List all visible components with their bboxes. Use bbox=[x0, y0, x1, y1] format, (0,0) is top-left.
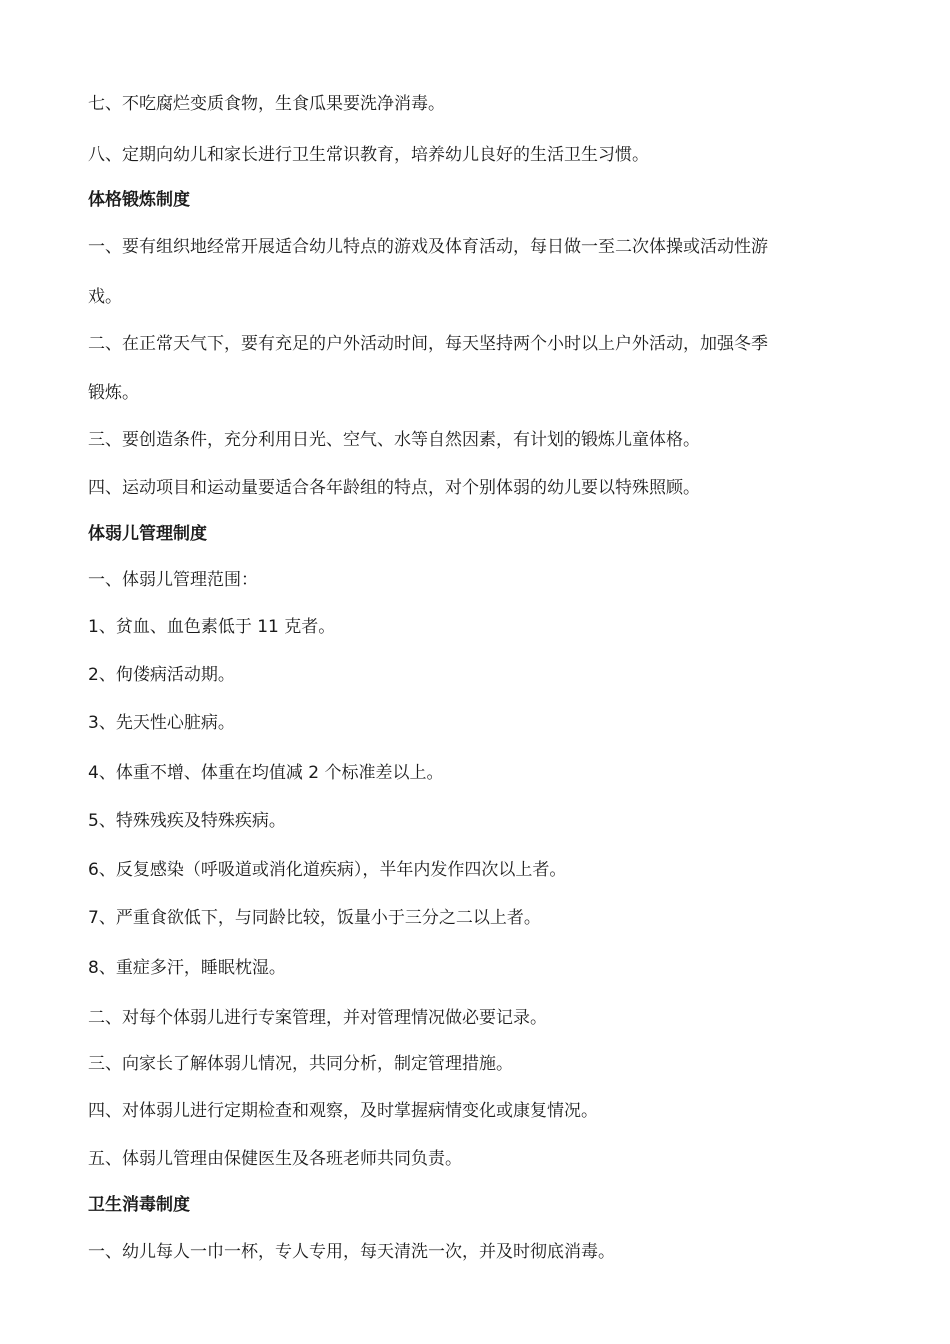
list-item-7: 7、严重食欲低下，与同龄比较，饭量小于三分之二以上者。 bbox=[88, 908, 541, 928]
list-item-8: 8、重症多汗，睡眠枕湿。 bbox=[88, 958, 286, 978]
section-heading-physical-exercise: 体格锻炼制度 bbox=[88, 190, 190, 210]
paragraph-7: 七、不吃腐烂变质食物，生食瓜果要洗净消毒。 bbox=[88, 94, 445, 114]
list-item-2: 2、佝偻病活动期。 bbox=[88, 665, 235, 685]
section-heading-weak-children: 体弱儿管理制度 bbox=[88, 524, 207, 544]
list-item-5: 5、特殊残疾及特殊疾病。 bbox=[88, 811, 286, 831]
paragraph-weak-3: 三、向家长了解体弱儿情况，共同分析，制定管理措施。 bbox=[88, 1054, 513, 1074]
paragraph-weak-5: 五、体弱儿管理由保健医生及各班老师共同负责。 bbox=[88, 1149, 462, 1169]
paragraph-exercise-1-cont: 戏。 bbox=[88, 287, 122, 307]
paragraph-exercise-3: 三、要创造条件，充分利用日光、空气、水等自然因素，有计划的锻炼儿童体格。 bbox=[88, 430, 700, 450]
paragraph-exercise-4: 四、运动项目和运动量要适合各年龄组的特点，对个别体弱的幼儿要以特殊照顾。 bbox=[88, 478, 700, 498]
paragraph-exercise-2: 二、在正常天气下，要有充足的户外活动时间，每天坚持两个小时以上户外活动，加强冬季 bbox=[88, 334, 768, 354]
paragraph-weak-4: 四、对体弱儿进行定期检查和观察，及时掌握病情变化或康复情况。 bbox=[88, 1101, 598, 1121]
list-item-1: 1、贫血、血色素低于 11 克者。 bbox=[88, 617, 336, 637]
paragraph-8: 八、定期向幼儿和家长进行卫生常识教育，培养幼儿良好的生活卫生习惯。 bbox=[88, 145, 649, 165]
list-item-3: 3、先天性心脏病。 bbox=[88, 713, 235, 733]
paragraph-weak-2: 二、对每个体弱儿进行专案管理，并对管理情况做必要记录。 bbox=[88, 1008, 547, 1028]
paragraph-weak-1: 一、体弱儿管理范围： bbox=[88, 570, 258, 590]
paragraph-disinfection-1: 一、幼儿每人一巾一杯，专人专用，每天清洗一次，并及时彻底消毒。 bbox=[88, 1242, 615, 1262]
section-heading-disinfection: 卫生消毒制度 bbox=[88, 1195, 190, 1215]
list-item-4: 4、体重不增、体重在均值减 2 个标准差以上。 bbox=[88, 763, 444, 783]
list-item-6: 6、反复感染（呼吸道或消化道疾病），半年内发作四次以上者。 bbox=[88, 860, 567, 880]
paragraph-exercise-2-cont: 锻炼。 bbox=[88, 383, 139, 403]
paragraph-exercise-1: 一、要有组织地经常开展适合幼儿特点的游戏及体育活动，每日做一至二次体操或活动性游 bbox=[88, 237, 768, 257]
